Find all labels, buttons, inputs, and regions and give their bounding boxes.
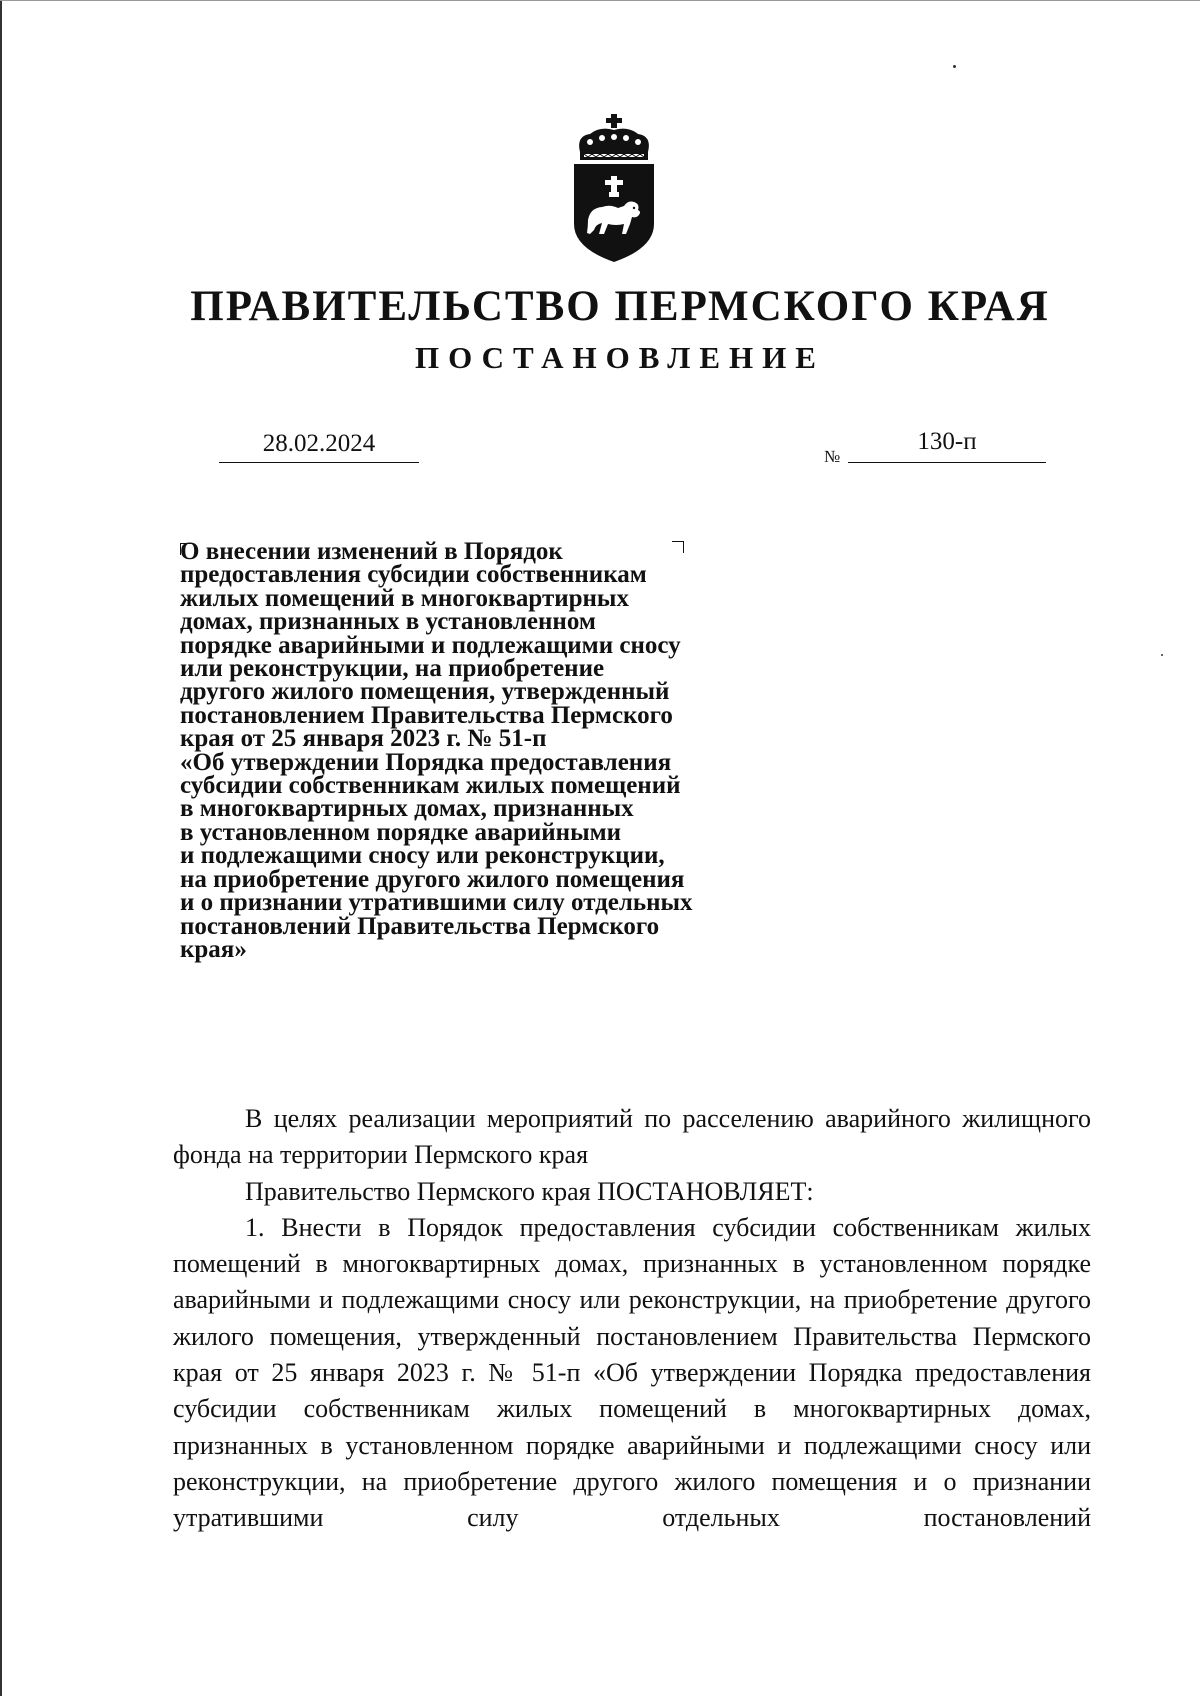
subject-line: постановлений Правительства Пермского: [180, 912, 660, 940]
body-paragraph-item-1: 1. Внести в Порядок предоставления субсидии собственникам жилых помещений в многоквартирных домах, признанных в установленном порядке аварийными и подлежащими сносу или реконструкции, на приобретение другого жилого помещения, утвержденный постановлением Правительства Пермского края от 25 января 2023 г. № 51-п «Об утверждении Порядка предоставления субсидии собственникам жилых помещений в многоквартирных домах, признанных в установленном порядке аварийными и подлежащими сносу или реконструкции, на приобретение другого жилого помещения и о признании утратившими силу отдельных постановлений: [173, 1212, 1091, 1533]
shield-icon: [574, 164, 654, 262]
subject-line: или реконструкции, на приобретение: [180, 655, 605, 683]
scan-edge-top: [0, 0, 1200, 1]
subject-line: и о признании утратившими силу отдельных: [180, 889, 693, 917]
scan-speck: [953, 65, 956, 68]
subject-line: О внесении изменений в Порядок: [180, 538, 563, 565]
body-paragraph-resolves: Правительство Пермского края ПОСТАНОВЛЯЕТ:: [245, 1176, 814, 1206]
subject-line: края от 25 января 2023 г. № 51-п: [180, 725, 547, 753]
coat-of-arms-icon: [566, 112, 662, 264]
scan-speck: [1161, 654, 1163, 656]
government-title: ПРАВИТЕЛЬСТВО ПЕРМСКОГО КРАЯ: [190, 283, 1050, 330]
document-type-heading: ПОСТАНОВЛЕНИЕ: [415, 340, 825, 375]
subject-line: в многоквартирных домах, признанных: [180, 795, 634, 823]
crown-icon: [579, 114, 649, 160]
subject-line: порядке аварийными и подлежащими сносу: [180, 631, 681, 659]
subject-line: края»: [180, 935, 247, 963]
document-body: [173, 1101, 1091, 1537]
subject-line: жилых помещений в многоквартирных: [180, 584, 629, 612]
document-subject: [180, 540, 780, 961]
subject-line: другого жилого помещения, утвержденный: [180, 678, 670, 706]
document-number: 130-п: [848, 428, 1046, 463]
subject-line: и подлежащими сносу или реконструкции,: [180, 842, 665, 870]
number-sign: №: [824, 447, 841, 466]
scan-edge-left: [0, 0, 2, 1696]
subject-line: на приобретение другого жилого помещения: [180, 865, 685, 893]
body-paragraph-preamble: В целях реализации мероприятий по расселению аварийного жилищного фонда на территории Пермского края: [173, 1104, 1091, 1170]
subject-line: в установленном порядке аварийными: [180, 818, 622, 846]
subject-line: субсидии собственникам жилых помещений: [180, 772, 681, 800]
subject-line: домах, признанных в установленном: [180, 608, 596, 636]
subject-line: постановлением Правительства Пермского: [180, 701, 673, 729]
subject-line: предоставления субсидии собственникам: [180, 561, 647, 589]
subject-line: «Об утверждении Порядка предоставления: [180, 748, 672, 776]
document-date: 28.02.2024: [219, 430, 419, 463]
